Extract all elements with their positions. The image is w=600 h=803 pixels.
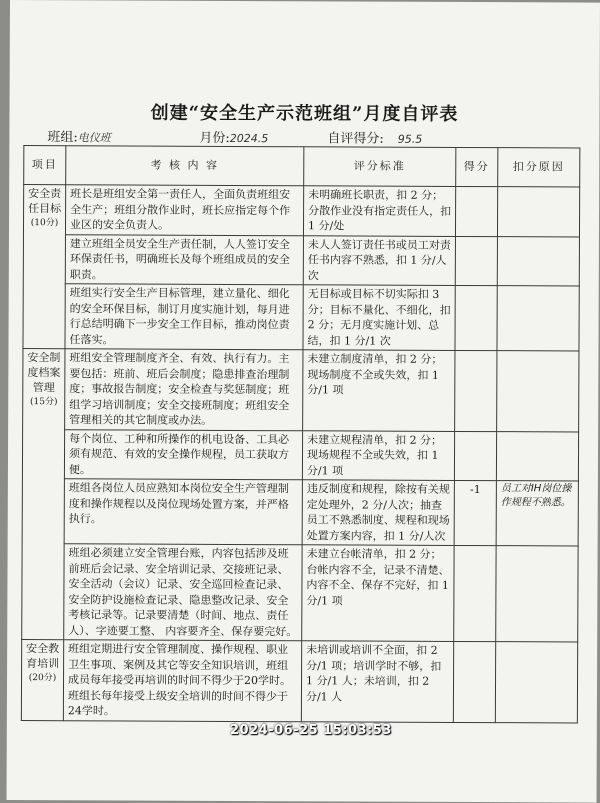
header-project: 项目 <box>24 146 66 185</box>
content-cell: 班组必须建立安全管理台账，内容包括涉及班前班后会记录、安全培训记录、交接班记录、安全活动（会议）记录、安全巡回检查记录、安全防护设施检查记录、隐患整改记录、安全考核记录等。记录要清楚（时间、地点、责任人）、字迹要工整、 内容要齐全、保存要完好。 <box>64 544 302 641</box>
score-cell <box>454 545 496 641</box>
self-score-value: 95.5 <box>397 132 423 146</box>
score-cell <box>453 641 495 722</box>
content-cell: 每个岗位、工种和所操作的机电设备、工具必须有规范、有效的安全操作规程，员工获取方便。 <box>64 429 302 480</box>
table-row <box>22 544 578 642</box>
table-row <box>23 234 579 286</box>
section-name: 安全制度档案管理 <box>27 351 61 395</box>
self-score-field <box>327 127 422 146</box>
content-cell: 班长是班组安全第一责任人，全面负责班组安全生产；班组分散作业时，班长应指定每个作业区的安全负责人。 <box>65 185 303 236</box>
self-score-label: 自评得分: <box>327 131 384 147</box>
standard-cell: 未建立规程清单，扣 2 分；现场规程不全或失效，扣 1 分/1 项 <box>302 430 454 480</box>
standard-cell: 未建立制度清单，扣 2 分；现场制度不全或失效，扣 1 分/1 项 <box>303 350 455 431</box>
table-row <box>23 349 579 432</box>
score-cell <box>454 431 496 481</box>
section-points: (15分) <box>29 397 58 408</box>
section-points: (20分) <box>28 673 57 684</box>
content-cell: 班组安全管理制度齐全、有效、执行有力。主要包括：班前、班后会制度；隐患排查治理制度；事故报告制度；安全检查与奖惩制度；班组学习培训制度；安全交接班制度；班组安全管理相关的其它制度或办法。 <box>65 349 303 431</box>
month-label: 月份: <box>199 130 230 146</box>
standard-cell: 违反制度和规程，除按有关规定处理外，2 分/人次；抽查员工不熟悉制度、规程和现场处置方案内容，扣 1 分/人次 <box>302 480 454 546</box>
section-system-archives <box>22 349 65 640</box>
reason-cell <box>497 351 579 432</box>
table-row <box>22 429 578 481</box>
photo-timestamp: 2024-06-25 15:03:53 <box>230 723 392 738</box>
evaluation-table <box>21 145 581 723</box>
standard-cell: 无目标或目标不切实际扣 3 分；目标不量化、不细化，扣 2 分；无月度实施计划、总结，扣 1 分/1 次 <box>303 285 455 351</box>
team-field <box>47 126 110 145</box>
section-name: 安全责任目标 <box>28 187 62 216</box>
content-cell: 建立班组全员安全生产责任制，人人签订安全环保责任书，明确班长及每个班组成员的安全职责。 <box>65 234 303 285</box>
table-row <box>23 284 579 351</box>
reason-cell <box>497 187 579 237</box>
team-label: 班组: <box>47 130 78 146</box>
standard-cell: 未人人签订责任书或员工对责任书内容不熟悉，扣 1 分/人次 <box>303 235 455 285</box>
score-cell <box>455 236 497 286</box>
standard-cell: 未培训或培训不全面，扣 2 分/1 项；培训学时不够，扣 1 分/1 人；未培训，扣 2 分/1 人 <box>301 641 453 722</box>
reason-cell <box>496 546 578 642</box>
table-row <box>23 185 579 237</box>
header-reason: 扣分原因 <box>498 148 580 187</box>
form-title: 创建“安全生产示范班组”月度自评表 <box>150 102 459 125</box>
reason-cell <box>497 286 579 351</box>
score-cell <box>455 350 497 431</box>
reason-cell: 员工对IH岗位操作规程不熟悉。 <box>496 481 578 546</box>
section-name: 安全教育培训 <box>26 642 60 671</box>
standard-cell: 未建立台帐清单，扣 2 分；台帐内容不全，记录不清楚、内容不全、保存不完好，扣 1 分/1 项 <box>302 545 454 642</box>
month-value: 2024.5 <box>229 131 269 146</box>
table-row <box>21 640 577 723</box>
score-cell: -1 <box>454 480 496 545</box>
score-cell <box>455 285 497 350</box>
header-standard: 评分标准 <box>304 147 456 187</box>
section-responsibility <box>23 185 66 349</box>
month-field <box>199 127 268 146</box>
evaluation-form-paper <box>7 0 600 803</box>
section-education-training <box>21 640 63 721</box>
table-header-row <box>24 146 580 187</box>
header-content: 考 核 内 容 <box>66 146 304 186</box>
content-cell: 班组各岗位人员应熟知本岗位安全生产管理制度和操作规程以及岗位现场处置方案，并严格执行。 <box>64 479 302 545</box>
score-cell <box>455 186 497 236</box>
reason-cell <box>496 431 578 481</box>
content-cell: 班组实行安全生产目标管理，建立量化、细化的安全环保目标，制订月度实施计划，每月进行总结明确下一步安全工作目标，推动岗位责任落实。 <box>65 284 303 350</box>
content-cell: 班组定期进行安全管理制度、操作规程、职业卫生事项、案例及其它等安全知识培训，班组成员每年接受再培训的时间不得少于20学时。班组长每年接受上级安全培训的时间不得少于24学时。 <box>63 640 301 722</box>
reason-cell <box>495 642 577 723</box>
table-row <box>22 479 578 546</box>
section-points: (10分) <box>30 218 59 229</box>
team-value: 电仪班 <box>77 131 111 145</box>
header-score: 得分 <box>456 147 498 186</box>
reason-cell <box>497 236 579 286</box>
standard-cell: 未明确班长职责，扣 2 分；分散作业没有指定责任人，扣 1 分/处 <box>303 186 455 236</box>
